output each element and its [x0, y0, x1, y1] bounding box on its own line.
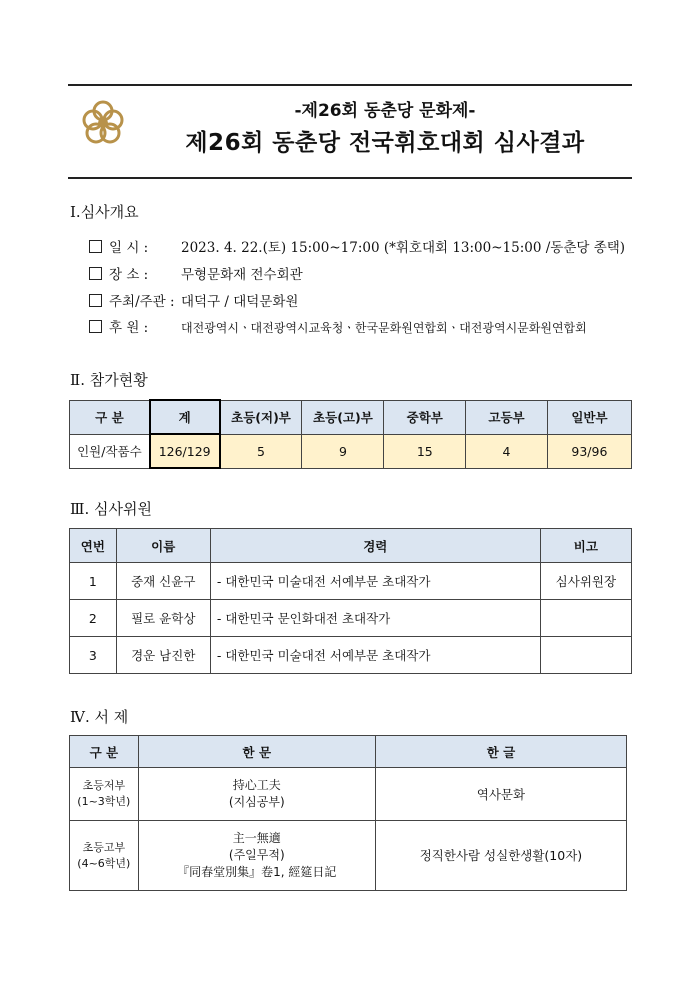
page-title: 제26회 동춘당 전국휘호대회 심사결과 — [185, 130, 585, 156]
section-overview-heading: Ⅰ.심사개요 — [70, 203, 139, 221]
table-header: 일반부 — [547, 400, 631, 434]
table-header: 한 문 — [138, 736, 375, 768]
table-header: 연번 — [70, 529, 117, 563]
table-cell: - 대한민국 미술대전 서예부문 초대작가 — [210, 637, 540, 674]
table-row — [70, 821, 627, 891]
table-header: 계 — [150, 400, 220, 434]
table-cell: 1 — [70, 563, 117, 600]
overview-item-sponsor: 후 원 : 대전광역시ㆍ대전광역시교육청ㆍ한국문화원연합회ㆍ대전광역시문화원연합회 — [89, 316, 587, 336]
top-rule — [68, 84, 632, 86]
table-header-row — [70, 400, 632, 434]
table-header: 고등부 — [466, 400, 548, 434]
topics-table — [69, 735, 627, 891]
table-cell — [540, 600, 631, 637]
overview-item-host: 주최/주관 : 대덕구 / 대덕문화원 — [89, 290, 298, 310]
table-cell: 인원/작품수 — [70, 434, 150, 468]
table-cell: 심사위원장 — [540, 563, 631, 600]
table-row — [70, 768, 627, 821]
table-header: 경력 — [210, 529, 540, 563]
table-cell: 역사문화 — [375, 768, 626, 821]
table-header: 이름 — [116, 529, 210, 563]
table-header: 구 분 — [70, 400, 150, 434]
table-cell: 경운 남진한 — [116, 637, 210, 674]
table-header: 초등(저)부 — [220, 400, 302, 434]
checkbox-icon — [89, 320, 102, 333]
participation-table — [69, 399, 632, 469]
table-cell: 15 — [384, 434, 466, 468]
table-cell: 3 — [70, 637, 117, 674]
table-row — [70, 563, 632, 600]
table-cell — [540, 637, 631, 674]
table-cell: 持心工夫 (지심공부) — [138, 768, 375, 821]
overview-item-place: 장 소 : 무형문화재 전수회관 — [89, 263, 303, 283]
section-participation-heading: Ⅱ. 참가현황 — [70, 371, 148, 389]
judges-table — [69, 528, 632, 674]
table-cell: 필로 윤학상 — [116, 600, 210, 637]
table-cell: 5 — [220, 434, 302, 468]
table-cell: 93/96 — [547, 434, 631, 468]
table-header: 중학부 — [384, 400, 466, 434]
section-topics-heading: Ⅳ. 서 제 — [70, 708, 129, 726]
event-subtitle: -제26회 동춘당 문화제- — [294, 101, 476, 121]
table-cell: 초등고부 (4~6학년) — [70, 821, 139, 891]
table-cell: 9 — [302, 434, 384, 468]
table-row — [70, 637, 632, 674]
table-header-row — [70, 736, 627, 768]
table-cell: 126/129 — [150, 434, 220, 468]
table-header: 구 분 — [70, 736, 139, 768]
table-cell: 중재 신윤구 — [116, 563, 210, 600]
table-cell: - 대한민국 문인화대전 초대작가 — [210, 600, 540, 637]
overview-item-date: 일 시 : 2023. 4. 22.(토) 15:00~17:00 (*휘호대회 13:00~15:00 /동춘당 종택) — [89, 236, 625, 256]
table-header: 초등(고)부 — [302, 400, 384, 434]
section-judges-heading: Ⅲ. 심사위원 — [70, 500, 152, 518]
checkbox-icon — [89, 267, 102, 280]
table-cell: 主一無適 (주일무적) 『同春堂別集』卷1, 經筵日記 — [138, 821, 375, 891]
table-row — [70, 600, 632, 637]
checkbox-icon — [89, 294, 102, 307]
flower-emblem-icon — [80, 98, 126, 150]
table-cell: 4 — [466, 434, 548, 468]
table-header: 비고 — [540, 529, 631, 563]
checkbox-icon — [89, 240, 102, 253]
table-cell: 정직한사람 성실한생활(10자) — [375, 821, 626, 891]
table-cell: 초등저부 (1~3학년) — [70, 768, 139, 821]
table-header: 한 글 — [375, 736, 626, 768]
table-cell: - 대한민국 미술대전 서예부문 초대작가 — [210, 563, 540, 600]
table-row — [70, 434, 632, 468]
table-header-row — [70, 529, 632, 563]
title-bottom-rule — [68, 177, 632, 179]
table-cell: 2 — [70, 600, 117, 637]
